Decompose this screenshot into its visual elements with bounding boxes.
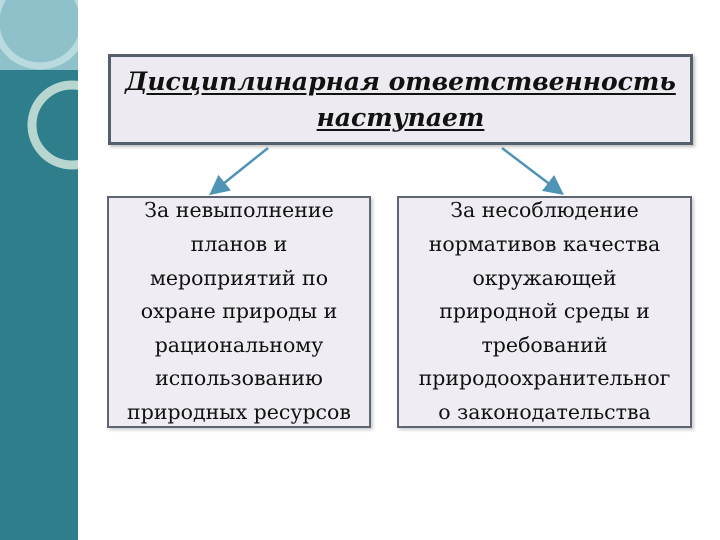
- sidebar-circles: [0, 0, 78, 540]
- title-line-1: Дисциплинарная ответственность: [125, 66, 676, 96]
- arrow-left: [213, 148, 268, 192]
- right-box-line: За несоблюдение: [450, 198, 639, 223]
- left-box-line: природных ресурсов: [127, 399, 351, 424]
- left-box-line: планов и: [190, 232, 288, 257]
- right-box-line: о законодательства: [438, 399, 651, 424]
- left-box-line: использованию: [155, 366, 323, 391]
- left-box-line: мероприятий по: [149, 265, 329, 290]
- left-box-line: охране природы и: [140, 299, 338, 324]
- right-box-line: окружающей: [472, 265, 617, 290]
- deco-circle-ring: [32, 85, 78, 165]
- title-line-2: наступает: [316, 102, 485, 132]
- left-box-line: За невыполнение: [144, 198, 334, 223]
- sidebar-decoration: [0, 0, 78, 540]
- arrow-right: [502, 148, 560, 192]
- left-box-line: рациональному: [154, 332, 324, 357]
- right-box-line: природной среды и: [439, 299, 650, 324]
- right-box-line: природоохранительног: [418, 366, 671, 391]
- deco-circle-large: [0, 0, 78, 66]
- left-condition-box: [107, 196, 371, 428]
- right-condition-box: [397, 196, 692, 428]
- right-box-line: нормативов качества: [428, 232, 661, 257]
- right-box-line: требований: [481, 332, 608, 357]
- title-box: [108, 54, 693, 145]
